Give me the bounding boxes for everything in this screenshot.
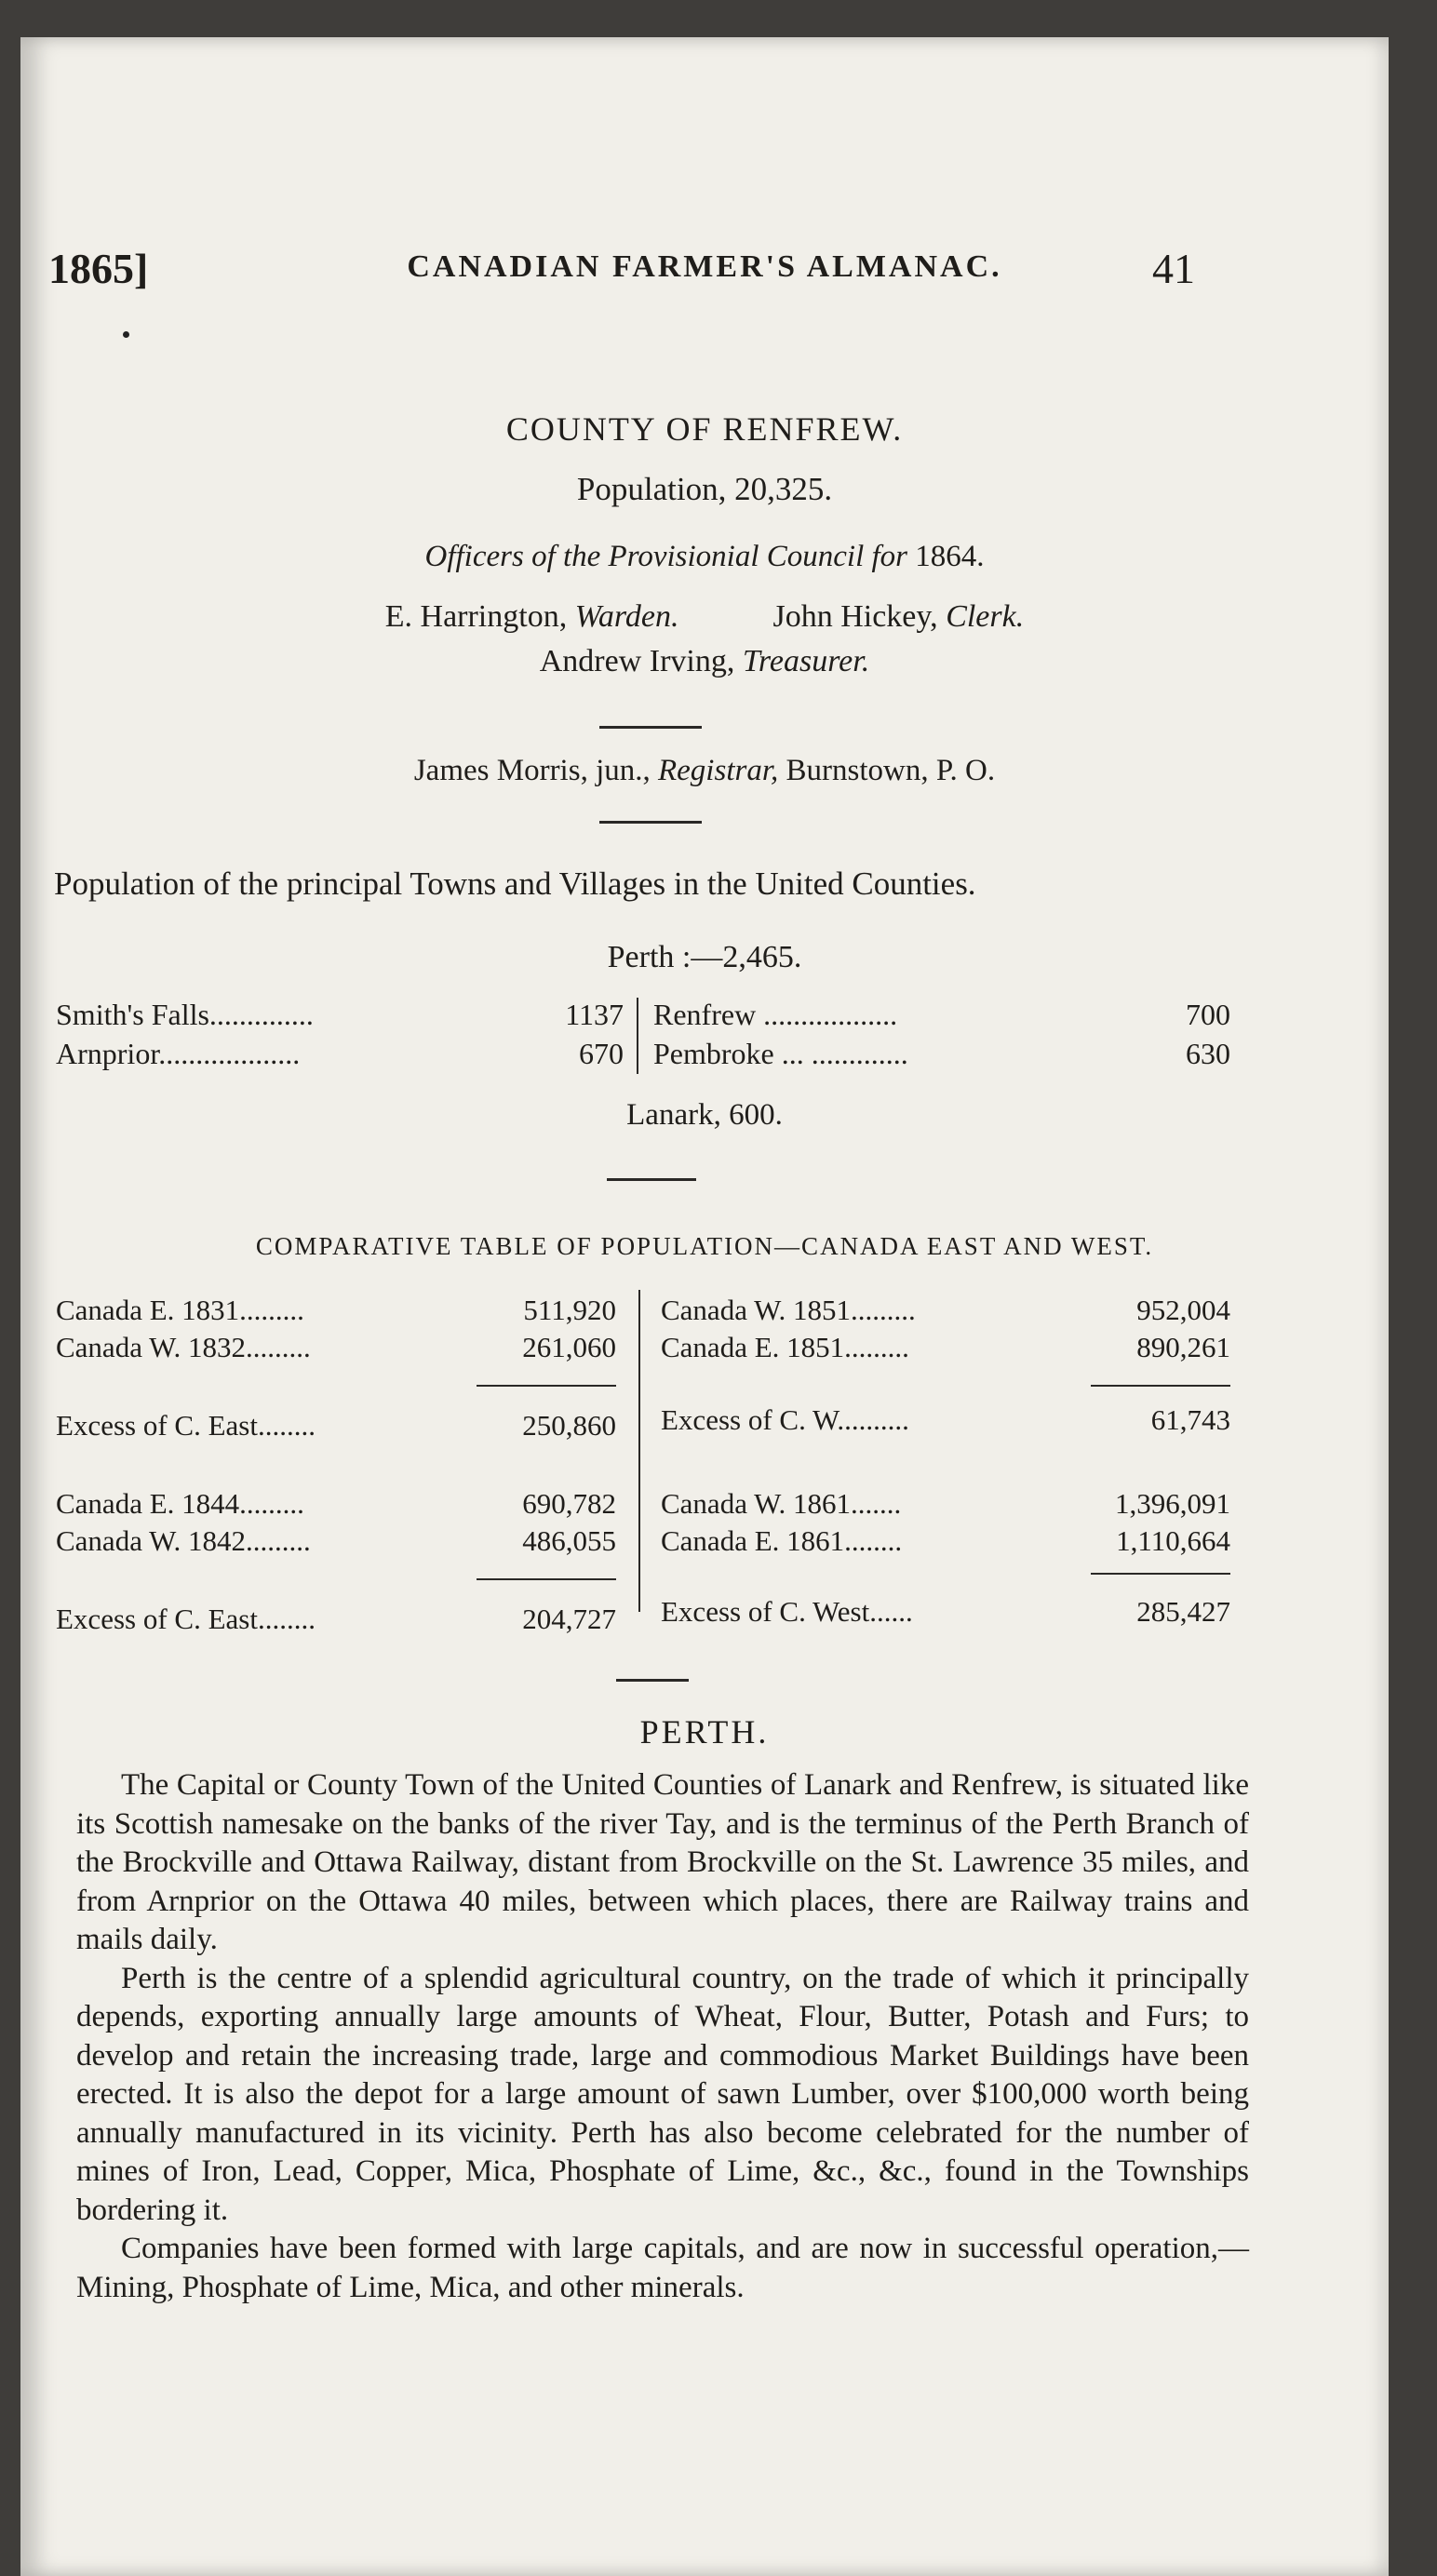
comparative-value: 486,055 [522, 1524, 616, 1557]
header-year: 1865] [48, 245, 149, 292]
town-name: Smith's Falls.............. [56, 998, 314, 1031]
comparative-label: Canada E. 1861........ [661, 1524, 903, 1557]
comparative-row [661, 1524, 1230, 1562]
comparative-row [661, 1595, 1230, 1632]
officers-heading [20, 540, 1389, 574]
comparative-value: 61,743 [1150, 1403, 1230, 1436]
comparative-value: 1,396,091 [1115, 1487, 1230, 1520]
comparative-value: 1,110,664 [1116, 1524, 1230, 1557]
comparative-divider [638, 1290, 640, 1612]
town-row [653, 1037, 1230, 1074]
almanac-page [20, 37, 1389, 2576]
officers-heading-text: Officers of the Provisionial Council for [424, 540, 907, 573]
comparative-row [56, 1603, 616, 1640]
town-value: 670 [579, 1037, 624, 1070]
comparative-row [661, 1487, 1230, 1524]
comparative-row [56, 1294, 616, 1331]
comparative-value: 204,727 [522, 1603, 616, 1635]
divider-rule-4 [616, 1679, 689, 1682]
ink-dot [123, 331, 129, 338]
county-population: Population, 20,325. [576, 471, 833, 507]
comparative-label: Excess of C. East........ [56, 1603, 316, 1635]
divider-rule-2 [599, 821, 702, 824]
registrar-place: Burnstown, P. O. [786, 754, 996, 787]
comparative-value: 285,427 [1136, 1595, 1230, 1628]
comparative-row [661, 1403, 1230, 1441]
comparative-value: 890,261 [1136, 1331, 1230, 1363]
comparative-label: Canada W. 1851......... [661, 1294, 916, 1326]
towns-heading: Population of the principal Towns and Villages in the United Counties. [54, 865, 976, 902]
perth-paragraph-3: Companies have been formed with large capitals, and are now in successful operation,—Mining, Phosphate of Lime, Mica, and other minerals. [76, 2232, 1249, 2304]
perth-paragraph-1: The Capital or County Town of the United Counties of Lanark and Renfrew, is situated like its Scottish namesake on the banks of the river Tay, and is the terminus of the Perth Branch of the Brockville and Ottawa Railway, distant from Brockville on the St. Lawrence 35 miles, and from Arnprior on the Ottawa 40 miles, between which places, there are Railway trains and mails daily. [76, 1768, 1249, 1956]
town-value: 700 [1186, 998, 1230, 1031]
comparative-label: Canada W. 1861....... [661, 1487, 902, 1520]
warden-title: Warden. [574, 599, 679, 634]
lanark-population: Lanark, 600. [626, 1098, 783, 1132]
town-row [56, 1037, 624, 1074]
perth-heading: PERTH. [639, 1713, 770, 1751]
page-number: 41 [1152, 245, 1195, 292]
officers-heading-year: 1864. [915, 540, 985, 573]
comparative-title: COMPARATIVE TABLE OF POPULATION—CANADA EAST AND WEST. [255, 1232, 1154, 1260]
comparative-row [56, 1524, 616, 1562]
town-name: Pembroke ... ............. [653, 1037, 908, 1070]
warden-name: E. Harrington, [384, 599, 568, 634]
comparative-value: 952,004 [1136, 1294, 1230, 1326]
registrar-line [20, 754, 1389, 788]
sum-rule [477, 1578, 616, 1580]
comparative-label: Excess of C. West...... [661, 1595, 913, 1628]
registrar-name: James Morris, jun., [413, 754, 651, 787]
comparative-value: 250,860 [522, 1409, 616, 1442]
comparative-row [56, 1409, 616, 1446]
sum-rule [477, 1385, 616, 1387]
comparative-row [56, 1487, 616, 1524]
comparative-row [661, 1294, 1230, 1331]
towns-divider [637, 998, 638, 1074]
town-name: Arnprior................... [56, 1037, 301, 1070]
comparative-label: Excess of C. W.......... [661, 1403, 909, 1436]
town-row [653, 998, 1230, 1035]
sum-rule [1091, 1385, 1230, 1387]
comparative-label: Canada W. 1832......... [56, 1331, 311, 1363]
town-value: 1137 [565, 998, 624, 1031]
comparative-value: 511,920 [523, 1294, 616, 1326]
treasurer-title: Treasurer. [742, 644, 870, 678]
town-name: Renfrew .................. [653, 998, 898, 1031]
treasurer-name: Andrew Irving, [539, 644, 735, 678]
divider-rule-1 [599, 726, 702, 729]
town-row [56, 998, 624, 1035]
perth-text [76, 1766, 1249, 2307]
perth-population: Perth :—2,465. [607, 940, 802, 974]
sum-rule [1091, 1573, 1230, 1575]
clerk-name: John Hickey, [772, 599, 938, 634]
divider-rule-3 [607, 1178, 696, 1181]
clerk-title: Clerk. [946, 599, 1025, 634]
registrar-title: Registrar, [658, 754, 779, 787]
comparative-label: Canada W. 1842......... [56, 1524, 311, 1557]
town-value: 630 [1186, 1037, 1230, 1070]
county-heading: COUNTY OF RENFREW. [505, 410, 904, 448]
comparative-label: Excess of C. East........ [56, 1409, 316, 1442]
perth-paragraph-2: Perth is the centre of a splendid agricultural country, on the trade of which it principally depends, exporting annually large amounts of Wheat, Flour, Butter, Potash and Furs; to develop and retain the increasing trade, large and commodious Market Buildings have been erected. It is also the depot for a large amount of sawn Lumber, over $100,000 worth being annually manufactured in its vicinity. Perth has also become celebrated for the number of mines of Iron, Lead, Copper, Mica, Phosphate of Lime, &c., &c., found in the Townships bordering it. [76, 1961, 1249, 2227]
comparative-row [56, 1331, 616, 1368]
comparative-row [661, 1331, 1230, 1368]
comparative-label: Canada E. 1831......... [56, 1294, 304, 1326]
officers-row-1 [20, 599, 1389, 635]
comparative-value: 690,782 [522, 1487, 616, 1520]
comparative-value: 261,060 [522, 1331, 616, 1363]
comparative-label: Canada E. 1851......... [661, 1331, 909, 1363]
officers-row-2 [20, 644, 1389, 679]
header-title: CANADIAN FARMER'S ALMANAC. [407, 249, 1002, 284]
comparative-label: Canada E. 1844......... [56, 1487, 304, 1520]
